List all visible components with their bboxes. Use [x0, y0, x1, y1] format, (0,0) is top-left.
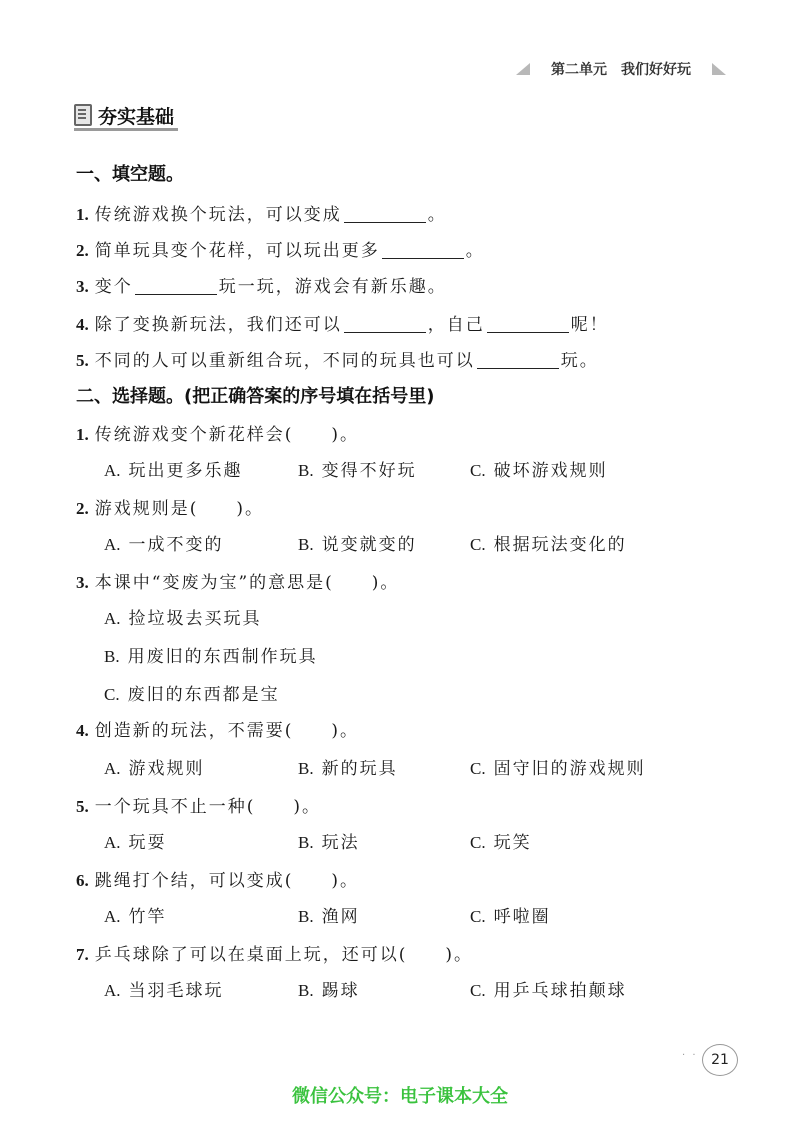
question-stem: 乒乓球除了可以在桌面上玩，还可以( )。: [94, 945, 474, 965]
part2-title: 二、选择题。(把正确答案的序号填在括号里): [76, 386, 435, 407]
option-c[interactable]: [104, 680, 280, 705]
option-a[interactable]: [104, 754, 205, 779]
option-a[interactable]: [104, 828, 167, 853]
question-stem: 本课中“变废为宝”的意思是( )。: [94, 573, 400, 593]
option-letter: A.: [104, 609, 121, 628]
option-letter: C.: [470, 759, 486, 778]
option-text: 游戏规则: [128, 759, 205, 779]
question-stem: 游戏规则是( )。: [94, 499, 265, 519]
question-text: 玩。: [560, 351, 599, 371]
answer-blank[interactable]: [135, 278, 217, 295]
option-letter: A.: [104, 759, 121, 778]
choice-question-3: [76, 568, 399, 593]
fill-question-2: [76, 236, 485, 261]
answer-blank[interactable]: [344, 206, 426, 223]
running-header: [516, 58, 726, 80]
option-b[interactable]: [104, 642, 318, 667]
question-text: 。: [427, 205, 447, 225]
option-b[interactable]: [298, 754, 398, 779]
option-text: 废旧的东西都是宝: [127, 685, 280, 705]
answer-blank[interactable]: [382, 242, 464, 259]
question-number: 2.: [76, 499, 89, 518]
answer-blank[interactable]: [487, 316, 569, 333]
option-letter: C.: [470, 981, 486, 1000]
option-letter: B.: [104, 647, 120, 666]
fill-question-3: [76, 272, 447, 297]
option-letter: C.: [470, 461, 486, 480]
answer-blank[interactable]: [344, 316, 426, 333]
triangle-right-icon: [712, 63, 726, 75]
option-text: 用乒乓球拍颠球: [493, 981, 627, 1001]
option-text: 用废旧的东西制作玩具: [127, 647, 318, 667]
option-text: 说变就变的: [321, 535, 417, 555]
question-text: 变个: [94, 277, 133, 297]
question-number: 4.: [76, 315, 89, 334]
option-text: 踢球: [321, 981, 360, 1001]
question-text: 简单玩具变个花样，可以玩出更多: [94, 241, 380, 261]
question-number: 1.: [76, 205, 89, 224]
answer-blank[interactable]: [477, 352, 559, 369]
option-letter: C.: [104, 685, 120, 704]
decorative-dots: · ·: [682, 1050, 698, 1061]
question-number: 7.: [76, 945, 89, 964]
option-c[interactable]: [470, 902, 551, 927]
option-a[interactable]: [104, 604, 262, 629]
lesson-label: 我们好好玩: [621, 62, 691, 78]
option-letter: C.: [470, 907, 486, 926]
question-stem: 创造新的玩法，不需要( )。: [94, 721, 360, 741]
option-letter: A.: [104, 907, 121, 926]
option-text: 变得不好玩: [321, 461, 417, 481]
question-text: 除了变换新玩法，我们还可以: [94, 315, 342, 335]
option-text: 玩出更多乐趣: [128, 461, 243, 481]
option-b[interactable]: [298, 456, 417, 481]
question-stem: 跳绳打个结，可以变成( )。: [94, 871, 360, 891]
option-text: 一成不变的: [128, 535, 224, 555]
choice-question-7: [76, 940, 473, 965]
option-letter: B.: [298, 833, 314, 852]
question-number: 3.: [76, 573, 89, 592]
option-c[interactable]: [470, 530, 627, 555]
option-a[interactable]: [104, 456, 243, 481]
option-text: 渔网: [321, 907, 360, 927]
choice-question-4: [76, 716, 359, 741]
book-icon: [74, 104, 92, 126]
question-text: 玩一玩，游戏会有新乐趣。: [218, 277, 447, 297]
option-b[interactable]: [298, 530, 417, 555]
choice-question-2: [76, 494, 264, 519]
option-text: 破坏游戏规则: [493, 461, 608, 481]
option-text: 捡垃圾去买玩具: [128, 609, 262, 629]
option-letter: B.: [298, 981, 314, 1000]
question-text: 呢！: [570, 315, 609, 335]
option-text: 新的玩具: [321, 759, 398, 779]
question-number: 4.: [76, 721, 89, 740]
watermark-text: 微信公众号：电子课本大全: [292, 1086, 508, 1107]
section-title-text: 夯实基础: [98, 105, 175, 128]
section-title: [74, 102, 174, 128]
option-text: 固守旧的游戏规则: [493, 759, 646, 779]
option-a[interactable]: [104, 902, 167, 927]
option-c[interactable]: [470, 828, 532, 853]
choice-question-6: [76, 866, 359, 891]
fill-question-5: [76, 346, 599, 371]
option-c[interactable]: [470, 754, 646, 779]
option-text: 呼啦圈: [493, 907, 551, 927]
option-text: 当羽毛球玩: [128, 981, 224, 1001]
option-b[interactable]: [298, 902, 360, 927]
part1-title: 一、填空题。: [76, 164, 184, 185]
option-letter: C.: [470, 833, 486, 852]
option-a[interactable]: [104, 530, 224, 555]
option-letter: B.: [298, 535, 314, 554]
option-b[interactable]: [298, 828, 360, 853]
question-text: 传统游戏换个玩法，可以变成: [94, 205, 342, 225]
option-b[interactable]: [298, 976, 360, 1001]
fill-question-1: [76, 200, 447, 225]
option-letter: C.: [470, 535, 486, 554]
question-text: 。: [465, 241, 485, 261]
option-a[interactable]: [104, 976, 224, 1001]
option-c[interactable]: [470, 976, 627, 1001]
question-number: 5.: [76, 351, 89, 370]
choice-question-5: [76, 792, 321, 817]
option-text: 竹竿: [128, 907, 167, 927]
option-c[interactable]: [470, 456, 608, 481]
unit-label: 第二单元: [551, 62, 607, 78]
question-text: ，自己: [427, 315, 485, 335]
question-stem: 一个玩具不止一种( )。: [94, 797, 322, 817]
option-letter: B.: [298, 907, 314, 926]
option-letter: A.: [104, 535, 121, 554]
question-number: 1.: [76, 425, 89, 444]
choice-question-1: [76, 420, 359, 445]
option-text: 玩法: [321, 833, 360, 853]
question-number: 2.: [76, 241, 89, 260]
header-text: [551, 59, 691, 79]
option-text: 玩耍: [128, 833, 167, 853]
question-stem: 传统游戏变个新花样会( )。: [94, 425, 360, 445]
option-letter: A.: [104, 461, 121, 480]
option-letter: A.: [104, 981, 121, 1000]
question-text: 不同的人可以重新组合玩，不同的玩具也可以: [94, 351, 475, 371]
page-number: 21: [702, 1044, 738, 1076]
fill-question-4: [76, 310, 609, 335]
option-letter: B.: [298, 759, 314, 778]
option-text: 根据玩法变化的: [493, 535, 627, 555]
question-number: 3.: [76, 277, 89, 296]
option-letter: A.: [104, 833, 121, 852]
option-letter: B.: [298, 461, 314, 480]
question-number: 5.: [76, 797, 89, 816]
triangle-left-icon: [516, 63, 530, 75]
question-number: 6.: [76, 871, 89, 890]
option-text: 玩笑: [493, 833, 532, 853]
